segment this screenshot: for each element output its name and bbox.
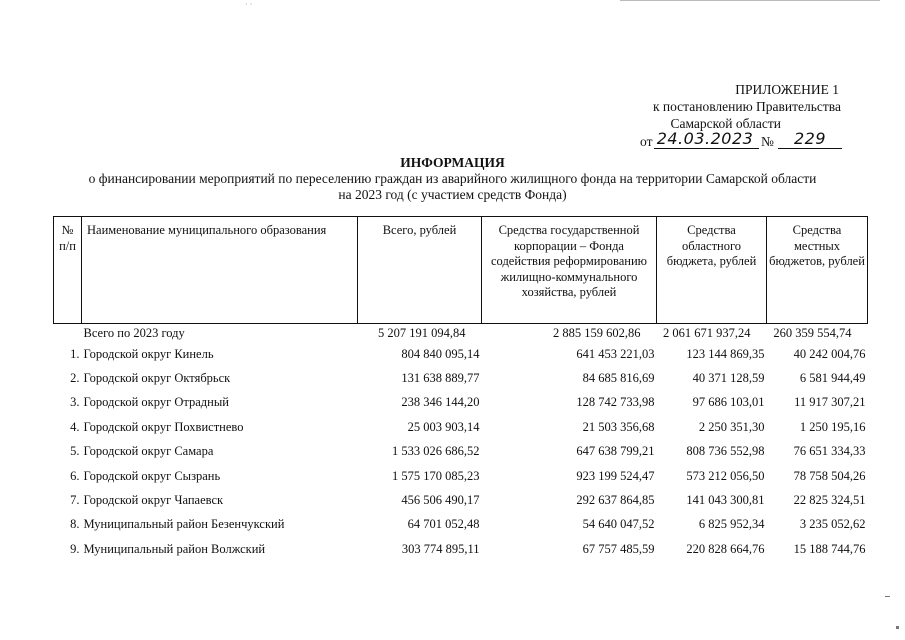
title-line-3: на 2023 год (с участием средств Фонда) [338,187,567,202]
date-prefix: от [640,134,653,149]
handwritten-date: 24.03.2023 [656,129,754,148]
scan-mark [885,596,890,597]
row-regional: 141 043 300,81 [686,493,765,508]
table-row [54,440,868,464]
table-header-row [54,217,868,324]
row-number: 4. [70,419,80,434]
row-total: 1 575 170 085,23 [392,468,480,483]
row-local: 78 758 504,26 [793,468,866,483]
table-row [54,464,868,488]
row-fund: 67 757 485,59 [582,541,655,556]
table-row [54,488,868,512]
table-row [54,391,868,415]
row-number: 3. [70,395,80,410]
total-row [54,324,868,343]
total-label: Всего по 2023 году [83,325,185,340]
title-heading: ИНФОРМАЦИЯ [400,155,505,170]
row-total: 1 533 026 686,52 [392,444,480,459]
row-name: Городской округ Похвистнево [83,419,244,434]
row-number: 5. [70,444,80,459]
row-total: 804 840 095,14 [401,346,480,361]
row-name: Городской округ Октябрьск [83,371,231,386]
appendix-line-2: к постановлению Правительства [652,99,841,114]
row-fund: 54 640 047,52 [582,517,655,532]
table-row [54,537,868,561]
row-fund: 21 503 356,68 [582,419,655,434]
row-number: 1. [70,346,80,361]
row-local: 6 581 944,49 [799,371,866,386]
table-row [54,415,868,439]
document-title [0,155,905,203]
date-underline [654,148,759,149]
table-row [54,342,868,366]
row-fund: 641 453 221,03 [576,346,655,361]
total-value-local: 260 359 554,74 [773,325,852,340]
row-regional: 2 250 351,30 [698,419,765,434]
resolution-date-line [640,128,850,150]
row-fund: 128 742 733,98 [576,395,655,410]
row-name: Городской округ Чапаевск [83,493,224,508]
row-fund: 647 638 799,21 [576,444,655,459]
col-header-name: Наименование муниципального образования [82,217,358,324]
row-name: Муниципальный район Безенчукский [83,517,285,532]
row-name: Муниципальный район Волжский [83,541,266,556]
row-name: Городской округ Самара [83,444,214,459]
row-total: 25 003 903,14 [407,419,480,434]
row-regional: 123 144 869,35 [686,346,765,361]
row-regional: 97 686 103,01 [692,395,765,410]
row-regional: 573 212 056,50 [686,468,765,483]
total-no [54,324,82,343]
table-row [54,513,868,537]
col-header-regional: Средства областного бюджета, рублей [657,217,767,324]
row-local: 3 235 052,62 [799,517,866,532]
row-total: 238 346 144,20 [401,395,480,410]
col-header-fund: Средства государственной корпорации – Фонда содействия реформированию жилищно-коммунального хозяйства, рублей [482,217,657,324]
row-name: Городской округ Отрадный [83,395,229,410]
col-header-total: Всего, рублей [358,217,482,324]
col-header-no: № п/п [54,217,82,324]
number-underline [778,148,842,149]
appendix-block [653,81,841,132]
row-local: 22 825 324,51 [793,493,866,508]
row-fund: 292 637 864,85 [576,493,655,508]
total-value-fund: 2 885 159 602,86 [553,325,641,340]
row-regional: 808 736 552,98 [686,444,765,459]
row-local: 40 242 004,76 [793,346,866,361]
appendix-title: ПРИЛОЖЕНИЕ 1 [735,82,839,97]
row-local: 11 917 307,21 [794,395,866,410]
title-line-2: о финансировании мероприятий по переселению граждан из аварийного жилищного фонда на территории Самарской области [88,171,817,186]
row-number: 2. [70,371,80,386]
number-sign: № [761,134,774,149]
row-regional: 220 828 664,76 [686,541,765,556]
financing-table [53,216,868,562]
total-value-all: 5 207 191 094,84 [378,325,466,340]
handwritten-number: 229 [793,129,827,148]
row-name: Городской округ Кинель [83,346,214,361]
row-local: 1 250 195,16 [799,419,866,434]
row-total: 64 701 052,48 [407,517,480,532]
table-row [54,366,868,390]
row-local: 15 188 744,76 [793,541,866,556]
row-number: 9. [70,541,80,556]
col-header-local: Средства местных бюджетов, рублей [767,217,868,324]
row-number: 7. [70,493,80,508]
row-number: 6. [70,468,80,483]
row-regional: 40 371 128,59 [692,371,765,386]
appendix-line-3: Самарской области [670,116,781,131]
total-value-regional: 2 061 671 937,24 [663,325,751,340]
row-total: 303 774 895,11 [401,541,480,556]
scan-edge-line [620,0,880,1]
row-number: 8. [70,517,80,532]
row-local: 76 651 334,33 [793,444,866,459]
row-fund: 923 199 524,47 [576,468,655,483]
row-total: 456 506 490,17 [401,493,480,508]
scan-speck: · · [245,0,253,9]
row-total: 131 638 889,77 [401,371,480,386]
row-fund: 84 685 816,69 [582,371,655,386]
row-regional: 6 825 952,34 [698,517,765,532]
scan-mark [896,626,899,629]
row-name: Городской округ Сызрань [83,468,221,483]
